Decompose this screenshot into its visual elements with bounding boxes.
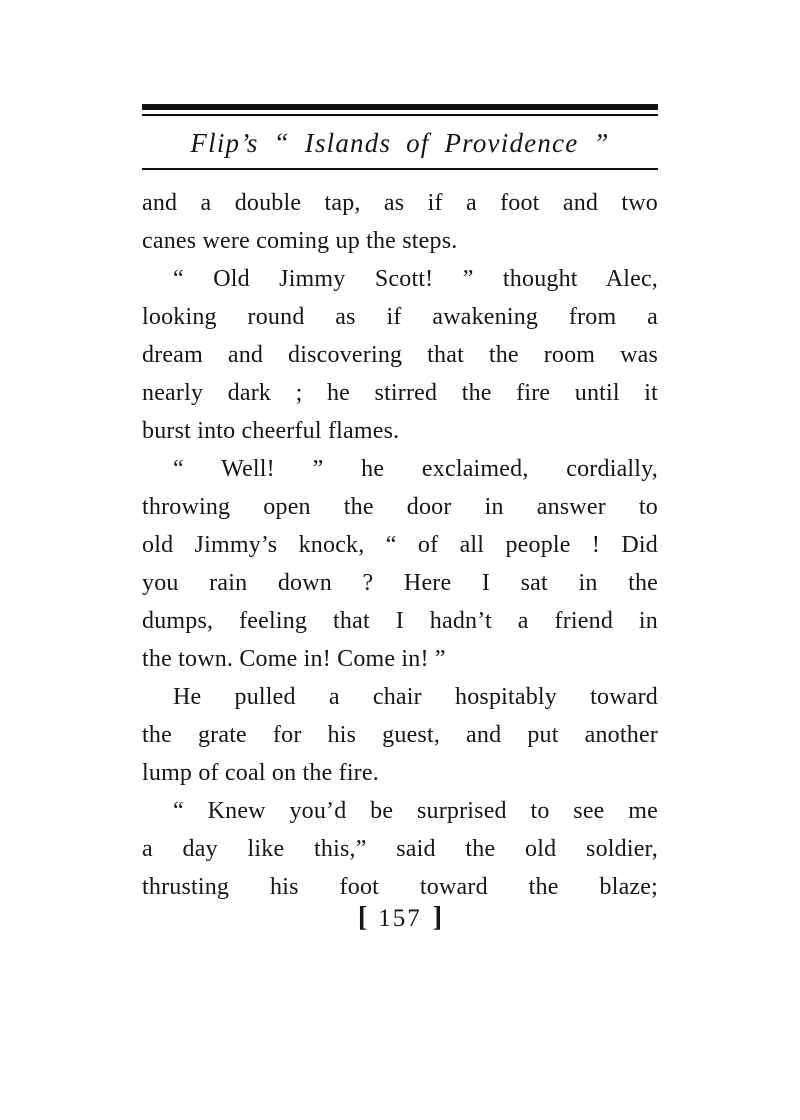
folio-number: 157 xyxy=(378,905,422,932)
text-line: throwing open the door in answer to xyxy=(142,494,658,520)
text-line: “ Old Jimmy Scott! ” thought Alec, xyxy=(173,266,658,292)
text-line: old Jimmy’s knock, “ of all people ! Did xyxy=(142,532,658,558)
text-line: nearly dark ; he stirred the fire until it xyxy=(142,380,658,406)
text-line: “ Knew you’d be surprised to see me xyxy=(173,798,658,824)
folio-close-bracket: ] xyxy=(432,902,443,933)
text-line: dumps, feeling that I hadn’t a friend in xyxy=(142,608,658,634)
text-line: you rain down ? Here I sat in the xyxy=(142,570,658,596)
book-page xyxy=(142,104,658,935)
text-line: the town. Come in! Come in! ” xyxy=(142,646,446,672)
text-line: lump of coal on the fire. xyxy=(142,760,379,786)
page-number xyxy=(142,902,658,935)
text-line: burst into cheerful flames. xyxy=(142,418,400,444)
header-top-thick-rule xyxy=(142,104,658,110)
body-text xyxy=(142,184,658,906)
text-line: “ Well! ” he exclaimed, cordially, xyxy=(173,456,658,482)
text-line: thrusting his foot toward the blaze; xyxy=(142,874,658,900)
text-line: looking round as if awakening from a xyxy=(142,304,658,330)
text-line: canes were coming up the steps. xyxy=(142,228,458,254)
folio-open-bracket: [ xyxy=(357,902,368,933)
running-head-title: Flip’s “ Islands of Providence ” xyxy=(190,128,610,158)
text-line: dream and discovering that the room was xyxy=(142,342,658,368)
text-line: the grate for his guest, and put another xyxy=(142,722,658,748)
text-line: He pulled a chair hospitably toward xyxy=(173,684,658,710)
text-line: a day like this,” said the old soldier, xyxy=(142,836,658,862)
text-line: and a double tap, as if a foot and two xyxy=(142,190,658,216)
header-bottom-rule xyxy=(142,168,658,170)
